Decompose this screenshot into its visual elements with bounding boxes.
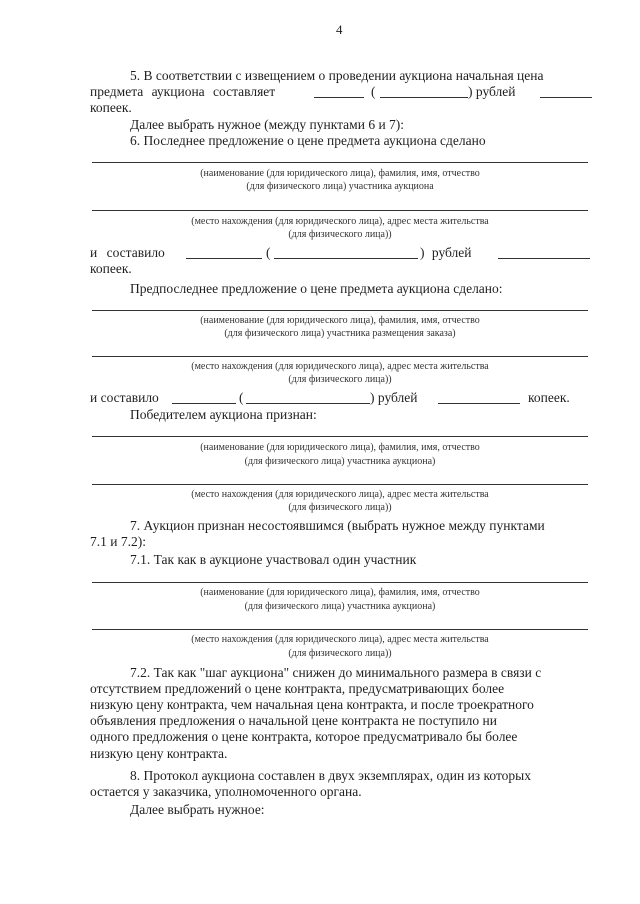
- prelast-address-caption-1: (место нахождения (для юридического лица), адрес места жительства: [191, 361, 489, 372]
- p71-name-caption-2: (для физического лица) участника аукциона): [244, 601, 436, 612]
- p6-blank-kopecks: [498, 258, 590, 259]
- prelast-name-caption-1: (наименование (для юридического лица), фамилия, имя, отчество: [200, 315, 480, 326]
- prelast-rubles: ) рублей: [370, 390, 418, 405]
- winner-name-caption-1: (наименование (для юридического лица), фамилия, имя, отчество: [200, 442, 480, 453]
- winner-address-caption-1: (место нахождения (для юридического лица), адрес места жительства: [191, 489, 489, 500]
- p7-line1: 7. Аукцион признан несостоявшимся (выбрать нужное между пунктами: [130, 518, 545, 533]
- p6-name-caption-2: (для физического лица) участника аукциона: [246, 181, 434, 192]
- prelast-address-caption-2: (для физического лица)): [288, 374, 392, 385]
- p6-rubles: ) рублей: [420, 245, 472, 260]
- winner-name-line: [92, 436, 588, 437]
- p5-paren-open: (: [371, 84, 376, 99]
- p6-address-caption-2: (для физического лица)): [288, 229, 392, 240]
- prelast-name-caption-2: (для физического лица) участника размещения заказа): [224, 328, 456, 339]
- p71-address-caption-1: (место нахождения (для юридического лица), адрес места жительства: [191, 634, 489, 645]
- p6-address-line: [92, 210, 588, 211]
- p5-blank-amount: [314, 97, 364, 98]
- p5-line2-start: предмета аукциона составляет: [90, 84, 276, 99]
- p5-kopecks: копеек.: [90, 100, 132, 115]
- p71-name-line: [92, 582, 588, 583]
- prelast-blank-kopecks: [438, 403, 520, 404]
- p6-blank-words: [274, 258, 418, 259]
- prelast-sum-start: и составило: [90, 390, 159, 405]
- p5-blank-words: [380, 97, 468, 98]
- p6-sum-start: и составило: [90, 245, 165, 260]
- prelast-heading: Предпоследнее предложение о цене предмета аукциона сделано:: [130, 281, 503, 296]
- p72-line2: отсутствием предложений о цене контракта, предусматривающих более: [90, 681, 505, 696]
- p6-paren-open: (: [266, 245, 271, 260]
- p72-line6: низкую цену контракта.: [90, 746, 228, 761]
- p6-name-caption-1: (наименование (для юридического лица), фамилия, имя, отчество: [200, 168, 480, 179]
- p71-address-line: [92, 629, 588, 630]
- p5-line1: 5. В соответствии с извещением о проведении аукциона начальная цена: [130, 68, 544, 83]
- prelast-blank-amount: [172, 403, 236, 404]
- p72-line1: 7.2. Так как "шаг аукциона" снижен до минимального размера в связи с: [130, 665, 542, 680]
- p8-line2: остается у заказчика, уполномоченного органа.: [90, 784, 362, 799]
- winner-heading: Победителем аукциона признан:: [130, 407, 317, 422]
- prelast-address-line: [92, 356, 588, 357]
- prelast-paren-open: (: [239, 390, 244, 405]
- p6-kopecks: копеек.: [90, 261, 132, 276]
- p71-heading: 7.1. Так как в аукционе участвовал один участник: [130, 552, 417, 567]
- p72-line5: одного предложения о цене контракта, которое предусматривало бы более: [90, 729, 518, 744]
- winner-address-line: [92, 484, 588, 485]
- p7-line2: 7.1 и 7.2):: [90, 534, 146, 549]
- p5-blank-kopecks: [540, 97, 592, 98]
- prelast-blank-words: [246, 403, 370, 404]
- winner-name-caption-2: (для физического лица) участника аукциона): [244, 456, 436, 467]
- p6-address-caption-1: (место нахождения (для юридического лица), адрес места жительства: [191, 216, 489, 227]
- prelast-name-line: [92, 310, 588, 311]
- p5-rubles: ) рублей: [468, 84, 516, 99]
- choose-final: Далее выбрать нужное:: [130, 802, 265, 817]
- p6-name-line: [92, 162, 588, 163]
- choose-6-7: Далее выбрать нужное (между пунктами 6 и 7):: [130, 117, 405, 132]
- p72-line3: низкую цену контракта, чем начальная цена контракта, и после троекратного: [90, 697, 534, 712]
- prelast-kopecks: копеек.: [528, 390, 570, 405]
- page-number: 4: [336, 22, 343, 37]
- p72-line4: объявления предложения о начальной цене контракта не поступило ни: [90, 713, 497, 728]
- p6-blank-amount: [186, 258, 262, 259]
- p6-heading: 6. Последнее предложение о цене предмета аукциона сделано: [130, 133, 486, 148]
- p71-name-caption-1: (наименование (для юридического лица), фамилия, имя, отчество: [200, 587, 480, 598]
- p71-address-caption-2: (для физического лица)): [288, 648, 392, 659]
- p8-line1: 8. Протокол аукциона составлен в двух экземплярах, один из которых: [130, 768, 531, 783]
- winner-address-caption-2: (для физического лица)): [288, 502, 392, 513]
